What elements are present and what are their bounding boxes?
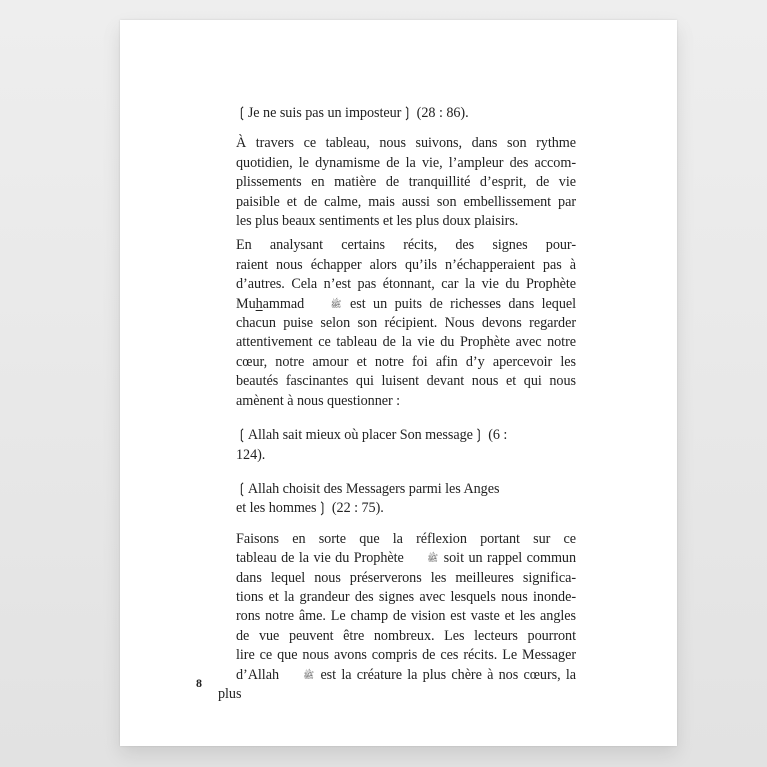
text-line: ❲Allah sait mieux où placer Son message❳ (6 :: [236, 427, 508, 444]
text-line: amènent à nous questionner :: [236, 392, 401, 409]
text-line: quotidien, le dynamisme de la vie, l’ampleur des accom-: [236, 154, 576, 171]
quote-allah-message: [218, 426, 576, 465]
text-line: d’autres. Cela n’est pas étonnant, car la vie du Prophète: [236, 276, 576, 293]
text-line: En analysant certains récits, des signes pour-: [236, 237, 576, 254]
text-line: plissements en matière de tranquillité d’esprit, de vie: [236, 174, 576, 191]
book-page: [120, 20, 677, 746]
text-line: Faisons en sorte que la réflexion portant sur ce: [236, 530, 576, 547]
text-line: tableau de la vie du Prophète ﷺ soit un rappel commun: [218, 549, 576, 568]
text-line: de vue peuvent être nombreux. Les lecteurs pourront: [236, 627, 576, 644]
text-line: beautés fascinantes qui luisent devant nous et qui nous: [236, 373, 576, 390]
text-line: les plus beaux sentiments et les plus doux plaisirs.: [236, 213, 519, 230]
text-line: 124).: [236, 446, 266, 463]
salawat-symbol-icon: ﷺ: [330, 298, 342, 309]
text-line: attentivement ce tableau de la vie du Prophète avec notre: [236, 334, 576, 351]
paragraph-analysant: [218, 236, 576, 411]
text-line: chacun puise selon son récipient. Nous devons regarder: [236, 315, 576, 332]
paragraph-faisons: [218, 530, 576, 705]
salawat-symbol-icon: ﷺ: [303, 669, 315, 680]
text-line: ❲Je ne suis pas un imposteur❳ (28 : 86).: [236, 105, 469, 121]
text-line: cœur, notre amour et notre foi afin d’y apercevoir les: [236, 353, 576, 370]
text-line: Muhammad ﷺ est un puits de richesses dans lequel: [218, 295, 576, 314]
text-line: ❲Allah choisit des Messagers parmi les Anges: [236, 480, 500, 497]
quote-allah-messagers: [218, 480, 576, 519]
page-body: [218, 104, 576, 704]
salawat-symbol-icon: ﷺ: [427, 553, 439, 564]
text-line: rons notre âme. Le champ de vision est vaste et les angles: [236, 608, 576, 625]
page-number: 8: [196, 676, 202, 690]
underlined-letter: h: [255, 295, 263, 312]
text-line: paisible et de calme, mais aussi son embellissement par: [236, 193, 576, 210]
text-line: d’Allah ﷺ est la créature la plus chère à nos cœurs, la plus: [218, 666, 577, 702]
text-line: et les hommes❳ (22 : 75).: [236, 500, 384, 517]
text-line: raient nous échapper alors qu’ils n’échapperaient pas à: [236, 256, 576, 273]
quote-imposteur: [218, 104, 576, 123]
text-line: dans lequel nous préserverons les meilleures significa-: [236, 569, 576, 586]
text-line: tions et la grandeur des signes avec lesquels nous inonde-: [236, 588, 576, 605]
text-line: À travers ce tableau, nous suivons, dans son rythme: [236, 135, 576, 152]
text-line: lire ce que nous avons compris de ces récits. Le Messager: [236, 647, 576, 664]
paragraph-tableau: [218, 134, 576, 231]
